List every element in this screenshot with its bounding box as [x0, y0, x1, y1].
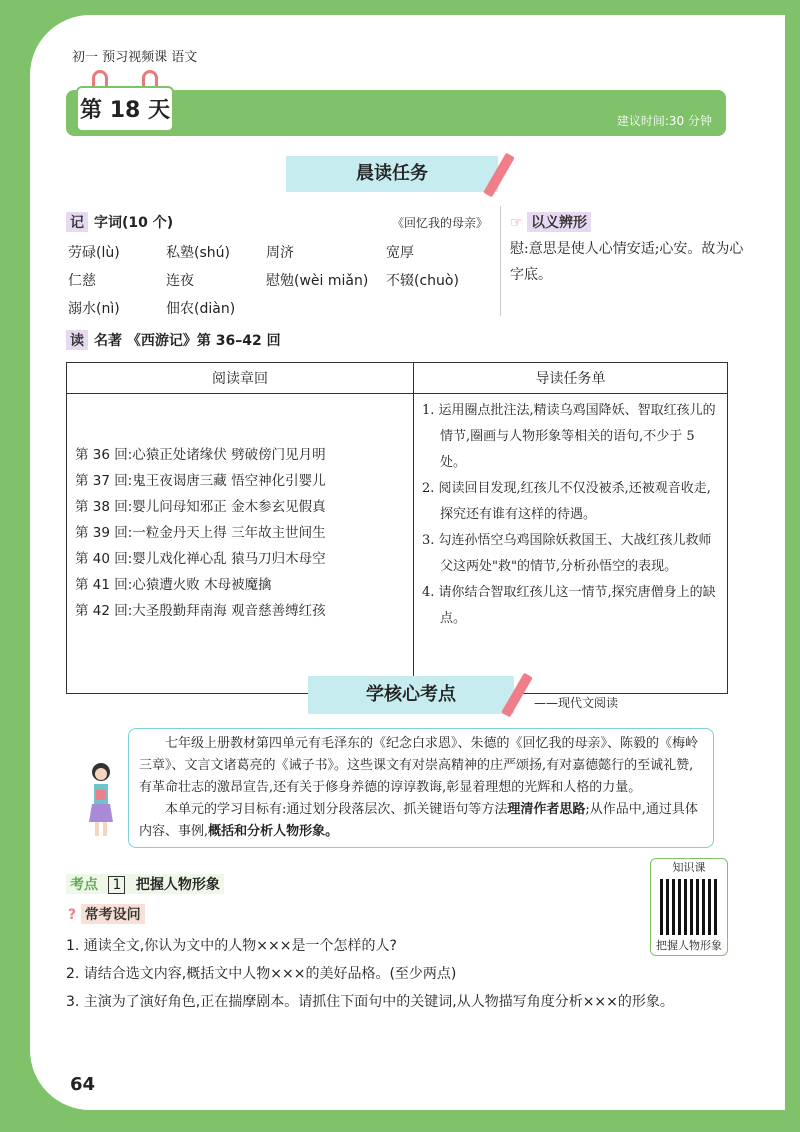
- col-header: 阅读章回: [67, 363, 414, 394]
- reading-heading: [66, 330, 281, 350]
- core-para: [139, 799, 703, 843]
- vocab-title: 字词(10 个): [94, 215, 174, 231]
- vocab-item: 劳碌(lù): [68, 245, 120, 261]
- core-intro-box: [128, 728, 714, 848]
- chapter-item: 第 41 回:心猿遭火败 木母被魔擒: [75, 577, 272, 593]
- qr-code-icon[interactable]: [660, 879, 718, 935]
- morning-task-title: 晨读任务: [286, 156, 498, 192]
- student-illustration: [86, 762, 116, 838]
- vocab-item: 仁慈: [68, 273, 96, 289]
- question-mark-icon: ?: [68, 907, 77, 923]
- meaning-note-title: 以义辨形: [527, 212, 591, 232]
- page-number: 64: [70, 1074, 96, 1095]
- chapter-item: 第 40 回:婴儿戏化禅心乱 猿马刀归木母空: [75, 551, 326, 567]
- suggested-time: 建议时间:30 分钟: [616, 114, 712, 128]
- task-item: 4. 请你结合智取红孩儿这一情节,探究唐僧身上的缺点。: [422, 585, 716, 626]
- vocab-item: 周济: [266, 245, 294, 261]
- chapter-list: [67, 394, 414, 694]
- breadcrumb: 初一 预习视频课 语文: [72, 50, 198, 65]
- vocab-item: 佃农(diàn): [166, 301, 236, 317]
- question-item: 1. 通读全文,你认为文中的人物×××是一个怎样的人?: [66, 938, 397, 954]
- question-item: 2. 请结合选文内容,概括文中人物×××的美好品格。(至少两点): [66, 966, 457, 982]
- reading-title: 名著 《西游记》第 36–42 回: [94, 333, 281, 349]
- core-highlight: 概括和分析人物形象。: [208, 824, 339, 839]
- question-list: [66, 932, 736, 1016]
- core-subtitle: ——现代文阅读: [534, 696, 619, 710]
- divider: [500, 206, 501, 316]
- meaning-note-text: 慰:意思是使人心情安适;心安。故为心字底。: [510, 241, 744, 283]
- reading-tag: 读: [66, 330, 88, 350]
- hand-point-icon: ☞: [510, 215, 523, 231]
- task-item: 1. 运用圈点批注法,精读乌鸡国降妖、智取红孩儿的情节,圈画与人物形象等相关的语句,不少于 5 处。: [422, 403, 716, 470]
- col-header: 导读任务单: [414, 363, 728, 394]
- exam-number: 1: [108, 876, 125, 894]
- chapter-item: 第 36 回:心猿正处诸缘伏 劈破傍门见月明: [75, 447, 326, 463]
- exam-title: 把握人物形象: [135, 877, 220, 893]
- vocab-item: 溺水(nì): [68, 301, 120, 317]
- core-text: 本单元的学习目标有:通过划分段落层次、抓关键语句等方法: [165, 802, 508, 817]
- qr-top-label: 知识课: [672, 861, 706, 874]
- chapter-item: 第 42 回:大圣殷勤拜南海 观音慈善缚红孩: [75, 603, 326, 619]
- question-item: 3. 主演为了演好角色,正在揣摩剧本。请抓住下面句中的关键词,从人物描写角度分析×××的形象。: [66, 994, 674, 1010]
- task-item: 2. 阅读回目发现,红孩儿不仅没被杀,还被观音收走,探究还有谁有这样的待遇。: [422, 481, 711, 522]
- day-label: 第 18 天: [76, 86, 174, 132]
- core-text: ;从作品中,通过具体内容、事例,: [139, 802, 698, 839]
- task-list: [414, 394, 728, 694]
- vocab-heading: [66, 212, 173, 232]
- chapter-item: 第 39 回:一粒金丹天上得 三年故主世间生: [75, 525, 326, 541]
- core-highlight: 理清作者思路: [507, 802, 586, 817]
- reading-table: [66, 362, 728, 694]
- vocab-item: 宽厚: [386, 245, 414, 261]
- task-item: 3. 勾连孙悟空乌鸡国除妖救国王、大战红孩儿救师父这两处"救"的情节,分析孙悟空的表现。: [422, 533, 712, 574]
- vocab-item: 慰勉(wèi miǎn): [266, 273, 369, 289]
- core-title: 学核心考点: [308, 676, 514, 714]
- exam-subtitle: 常考设问: [81, 904, 145, 924]
- vocab-source: 《回忆我的母亲》: [392, 216, 489, 230]
- vocab-item: 私塾(shú): [166, 245, 230, 261]
- vocab-item: 不辍(chuò): [386, 273, 459, 289]
- core-para: 七年级上册教材第四单元有毛泽东的《纪念白求恩》、朱德的《回忆我的母亲》、陈毅的《梅岭三章》、文言文诸葛亮的《诫子书》。这些课文有对崇高精神的庄严颂扬,有对嘉德懿行的至诚礼赞,有革命壮志的激昂宣告,还有关于修身养德的谆谆教诲,彰显着理想的光辉和人格的力量。: [139, 736, 699, 795]
- chapter-item: 第 37 回:鬼王夜谒唐三藏 悟空神化引婴儿: [75, 473, 326, 489]
- vocab-item: 连夜: [166, 273, 194, 289]
- chapter-item: 第 38 回:婴儿问母知邪正 金木参玄见假真: [75, 499, 326, 515]
- exam-heading: [66, 874, 224, 894]
- exam-subtitle-row: [68, 904, 151, 924]
- vocab-tag: 记: [66, 212, 88, 232]
- meaning-note: [510, 212, 746, 288]
- qr-bottom-label: 把握人物形象: [656, 939, 722, 952]
- exam-tag: 考点: [70, 877, 98, 893]
